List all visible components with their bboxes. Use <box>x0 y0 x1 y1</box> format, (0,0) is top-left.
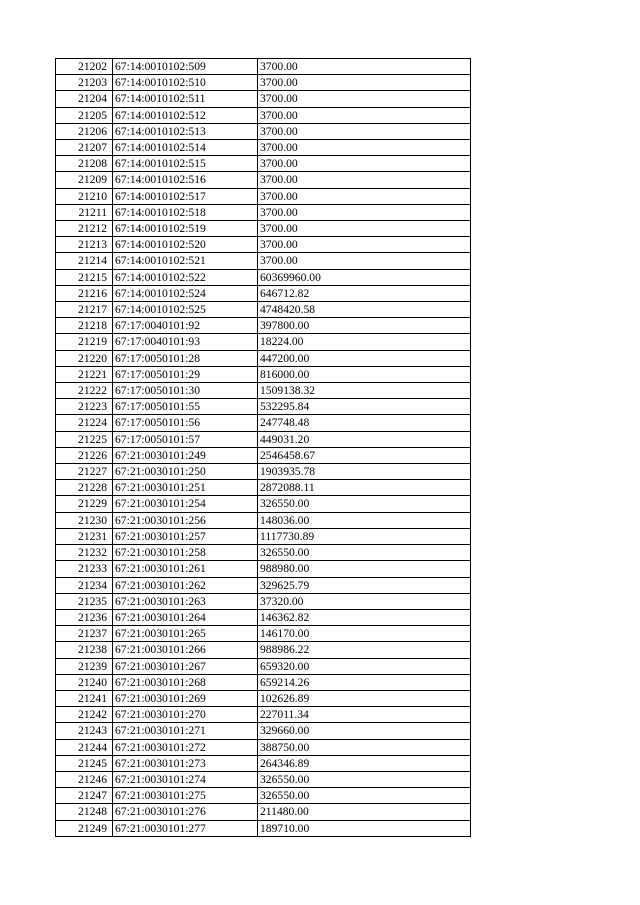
cadastral-value-cell: 3700.00 <box>258 156 471 172</box>
table-row <box>56 285 471 301</box>
cadastral-value-cell: 102626.89 <box>258 690 471 706</box>
cadastral-value-cell: 3700.00 <box>258 253 471 269</box>
table-row <box>56 75 471 91</box>
table-row <box>56 577 471 593</box>
table-row <box>56 464 471 480</box>
row-number-cell: 21216 <box>56 285 113 301</box>
cadastral-number-cell: 67:21:0030101:267 <box>113 658 258 674</box>
cadastral-value-cell: 988986.22 <box>258 642 471 658</box>
row-number-cell: 21214 <box>56 253 113 269</box>
table-row <box>56 447 471 463</box>
row-number-cell: 21232 <box>56 545 113 561</box>
cadastral-value-cell: 146170.00 <box>258 626 471 642</box>
cadastral-value-cell: 3700.00 <box>258 107 471 123</box>
row-number-cell: 21209 <box>56 172 113 188</box>
row-number-cell: 21210 <box>56 188 113 204</box>
table-row <box>56 204 471 220</box>
cadastral-number-cell: 67:21:0030101:249 <box>113 447 258 463</box>
table-row <box>56 771 471 787</box>
row-number-cell: 21242 <box>56 707 113 723</box>
table-row <box>56 156 471 172</box>
cadastral-value-cell: 1117730.89 <box>258 528 471 544</box>
table-row <box>56 496 471 512</box>
table-row <box>56 690 471 706</box>
cadastral-number-cell: 67:21:0030101:251 <box>113 480 258 496</box>
cadastral-number-cell: 67:14:0010102:525 <box>113 302 258 318</box>
cadastral-number-cell: 67:21:0030101:272 <box>113 739 258 755</box>
cadastral-value-table <box>55 58 471 837</box>
table-row <box>56 609 471 625</box>
cadastral-value-cell: 532295.84 <box>258 399 471 415</box>
cadastral-number-cell: 67:17:0040101:92 <box>113 318 258 334</box>
row-number-cell: 21235 <box>56 593 113 609</box>
row-number-cell: 21228 <box>56 480 113 496</box>
cadastral-number-cell: 67:14:0010102:522 <box>113 269 258 285</box>
table-row <box>56 399 471 415</box>
row-number-cell: 21207 <box>56 140 113 156</box>
row-number-cell: 21230 <box>56 512 113 528</box>
table-row <box>56 561 471 577</box>
cadastral-number-cell: 67:14:0010102:518 <box>113 204 258 220</box>
table-row <box>56 723 471 739</box>
table-body <box>56 59 471 837</box>
cadastral-number-cell: 67:14:0010102:519 <box>113 221 258 237</box>
row-number-cell: 21241 <box>56 690 113 706</box>
cadastral-value-cell: 211480.00 <box>258 804 471 820</box>
cadastral-value-cell: 326550.00 <box>258 788 471 804</box>
cadastral-value-cell: 3700.00 <box>258 188 471 204</box>
row-number-cell: 21238 <box>56 642 113 658</box>
cadastral-value-cell: 37320.00 <box>258 593 471 609</box>
cadastral-value-cell: 4748420.58 <box>258 302 471 318</box>
table-row <box>56 593 471 609</box>
row-number-cell: 21231 <box>56 528 113 544</box>
table-row <box>56 626 471 642</box>
row-number-cell: 21225 <box>56 431 113 447</box>
cadastral-value-cell: 3700.00 <box>258 123 471 139</box>
table-row <box>56 658 471 674</box>
cadastral-number-cell: 67:14:0010102:520 <box>113 237 258 253</box>
cadastral-number-cell: 67:17:0050101:57 <box>113 431 258 447</box>
table-row <box>56 415 471 431</box>
cadastral-value-cell: 397800.00 <box>258 318 471 334</box>
cadastral-number-cell: 67:14:0010102:513 <box>113 123 258 139</box>
cadastral-number-cell: 67:17:0050101:55 <box>113 399 258 415</box>
table-row <box>56 302 471 318</box>
cadastral-value-cell: 388750.00 <box>258 739 471 755</box>
cadastral-number-cell: 67:21:0030101:256 <box>113 512 258 528</box>
table-row <box>56 123 471 139</box>
cadastral-value-cell: 2872088.11 <box>258 480 471 496</box>
cadastral-value-cell: 247748.48 <box>258 415 471 431</box>
table-row <box>56 804 471 820</box>
table-row <box>56 253 471 269</box>
table-row <box>56 350 471 366</box>
cadastral-value-cell: 646712.82 <box>258 285 471 301</box>
table-row <box>56 318 471 334</box>
row-number-cell: 21215 <box>56 269 113 285</box>
cadastral-number-cell: 67:21:0030101:264 <box>113 609 258 625</box>
cadastral-number-cell: 67:21:0030101:261 <box>113 561 258 577</box>
table-row <box>56 107 471 123</box>
cadastral-number-cell: 67:21:0030101:273 <box>113 755 258 771</box>
row-number-cell: 21236 <box>56 609 113 625</box>
cadastral-value-cell: 1509138.32 <box>258 383 471 399</box>
row-number-cell: 21222 <box>56 383 113 399</box>
table-row <box>56 237 471 253</box>
cadastral-number-cell: 67:21:0030101:277 <box>113 820 258 836</box>
cadastral-number-cell: 67:14:0010102:514 <box>113 140 258 156</box>
table-row <box>56 480 471 496</box>
cadastral-number-cell: 67:21:0030101:274 <box>113 771 258 787</box>
cadastral-value-cell: 227011.34 <box>258 707 471 723</box>
table-row <box>56 383 471 399</box>
cadastral-value-cell: 3700.00 <box>258 204 471 220</box>
row-number-cell: 21213 <box>56 237 113 253</box>
cadastral-number-cell: 67:21:0030101:254 <box>113 496 258 512</box>
cadastral-number-cell: 67:17:0050101:29 <box>113 366 258 382</box>
cadastral-number-cell: 67:21:0030101:257 <box>113 528 258 544</box>
row-number-cell: 21211 <box>56 204 113 220</box>
cadastral-value-cell: 329660.00 <box>258 723 471 739</box>
cadastral-number-cell: 67:21:0030101:263 <box>113 593 258 609</box>
table-row <box>56 739 471 755</box>
cadastral-value-cell: 3700.00 <box>258 172 471 188</box>
table-row <box>56 707 471 723</box>
cadastral-value-cell: 3700.00 <box>258 237 471 253</box>
cadastral-value-cell: 146362.82 <box>258 609 471 625</box>
table-row <box>56 221 471 237</box>
row-number-cell: 21226 <box>56 447 113 463</box>
row-number-cell: 21233 <box>56 561 113 577</box>
row-number-cell: 21204 <box>56 91 113 107</box>
cadastral-number-cell: 67:14:0010102:524 <box>113 285 258 301</box>
row-number-cell: 21202 <box>56 59 113 75</box>
table-row <box>56 366 471 382</box>
table-row <box>56 820 471 836</box>
table-row <box>56 512 471 528</box>
cadastral-number-cell: 67:21:0030101:269 <box>113 690 258 706</box>
table-row <box>56 788 471 804</box>
cadastral-number-cell: 67:17:0050101:30 <box>113 383 258 399</box>
table-row <box>56 334 471 350</box>
table-row <box>56 545 471 561</box>
row-number-cell: 21245 <box>56 755 113 771</box>
cadastral-value-cell: 659320.00 <box>258 658 471 674</box>
cadastral-value-cell: 447200.00 <box>258 350 471 366</box>
cadastral-value-cell: 659214.26 <box>258 674 471 690</box>
cadastral-value-cell: 326550.00 <box>258 496 471 512</box>
cadastral-number-cell: 67:17:0040101:93 <box>113 334 258 350</box>
row-number-cell: 21248 <box>56 804 113 820</box>
row-number-cell: 21223 <box>56 399 113 415</box>
row-number-cell: 21246 <box>56 771 113 787</box>
cadastral-number-cell: 67:21:0030101:265 <box>113 626 258 642</box>
cadastral-value-cell: 3700.00 <box>258 59 471 75</box>
cadastral-value-cell: 329625.79 <box>258 577 471 593</box>
row-number-cell: 21237 <box>56 626 113 642</box>
table-row <box>56 91 471 107</box>
table-row <box>56 528 471 544</box>
row-number-cell: 21208 <box>56 156 113 172</box>
cadastral-value-cell: 449031.20 <box>258 431 471 447</box>
cadastral-number-cell: 67:21:0030101:268 <box>113 674 258 690</box>
table-row <box>56 642 471 658</box>
row-number-cell: 21227 <box>56 464 113 480</box>
row-number-cell: 21247 <box>56 788 113 804</box>
cadastral-value-cell: 3700.00 <box>258 140 471 156</box>
row-number-cell: 21240 <box>56 674 113 690</box>
table-row <box>56 140 471 156</box>
row-number-cell: 21217 <box>56 302 113 318</box>
cadastral-number-cell: 67:17:0050101:28 <box>113 350 258 366</box>
cadastral-number-cell: 67:17:0050101:56 <box>113 415 258 431</box>
cadastral-number-cell: 67:21:0030101:270 <box>113 707 258 723</box>
cadastral-number-cell: 67:14:0010102:521 <box>113 253 258 269</box>
cadastral-number-cell: 67:14:0010102:512 <box>113 107 258 123</box>
row-number-cell: 21203 <box>56 75 113 91</box>
cadastral-value-cell: 816000.00 <box>258 366 471 382</box>
table-row <box>56 431 471 447</box>
row-number-cell: 21234 <box>56 577 113 593</box>
cadastral-value-cell: 18224.00 <box>258 334 471 350</box>
cadastral-value-cell: 264346.89 <box>258 755 471 771</box>
row-number-cell: 21220 <box>56 350 113 366</box>
row-number-cell: 21224 <box>56 415 113 431</box>
table-row <box>56 755 471 771</box>
cadastral-number-cell: 67:21:0030101:258 <box>113 545 258 561</box>
row-number-cell: 21244 <box>56 739 113 755</box>
cadastral-value-cell: 326550.00 <box>258 771 471 787</box>
cadastral-number-cell: 67:21:0030101:266 <box>113 642 258 658</box>
row-number-cell: 21243 <box>56 723 113 739</box>
row-number-cell: 21239 <box>56 658 113 674</box>
row-number-cell: 21249 <box>56 820 113 836</box>
cadastral-number-cell: 67:14:0010102:516 <box>113 172 258 188</box>
cadastral-value-cell: 3700.00 <box>258 91 471 107</box>
table-row <box>56 269 471 285</box>
row-number-cell: 21218 <box>56 318 113 334</box>
row-number-cell: 21221 <box>56 366 113 382</box>
row-number-cell: 21219 <box>56 334 113 350</box>
cadastral-number-cell: 67:14:0010102:517 <box>113 188 258 204</box>
cadastral-number-cell: 67:14:0010102:515 <box>113 156 258 172</box>
cadastral-value-cell: 326550.00 <box>258 545 471 561</box>
cadastral-number-cell: 67:21:0030101:276 <box>113 804 258 820</box>
cadastral-value-cell: 148036.00 <box>258 512 471 528</box>
cadastral-number-cell: 67:14:0010102:510 <box>113 75 258 91</box>
cadastral-value-cell: 3700.00 <box>258 221 471 237</box>
cadastral-number-cell: 67:21:0030101:275 <box>113 788 258 804</box>
table-row <box>56 59 471 75</box>
cadastral-number-cell: 67:21:0030101:271 <box>113 723 258 739</box>
row-number-cell: 21205 <box>56 107 113 123</box>
cadastral-value-cell: 60369960.00 <box>258 269 471 285</box>
cadastral-value-cell: 189710.00 <box>258 820 471 836</box>
cadastral-number-cell: 67:14:0010102:511 <box>113 91 258 107</box>
row-number-cell: 21212 <box>56 221 113 237</box>
row-number-cell: 21206 <box>56 123 113 139</box>
cadastral-value-cell: 2546458.67 <box>258 447 471 463</box>
cadastral-value-cell: 1903935.78 <box>258 464 471 480</box>
cadastral-number-cell: 67:21:0030101:262 <box>113 577 258 593</box>
row-number-cell: 21229 <box>56 496 113 512</box>
cadastral-value-cell: 3700.00 <box>258 75 471 91</box>
cadastral-value-cell: 988980.00 <box>258 561 471 577</box>
table-row <box>56 674 471 690</box>
table-row <box>56 188 471 204</box>
cadastral-number-cell: 67:21:0030101:250 <box>113 464 258 480</box>
cadastral-number-cell: 67:14:0010102:509 <box>113 59 258 75</box>
table-row <box>56 172 471 188</box>
